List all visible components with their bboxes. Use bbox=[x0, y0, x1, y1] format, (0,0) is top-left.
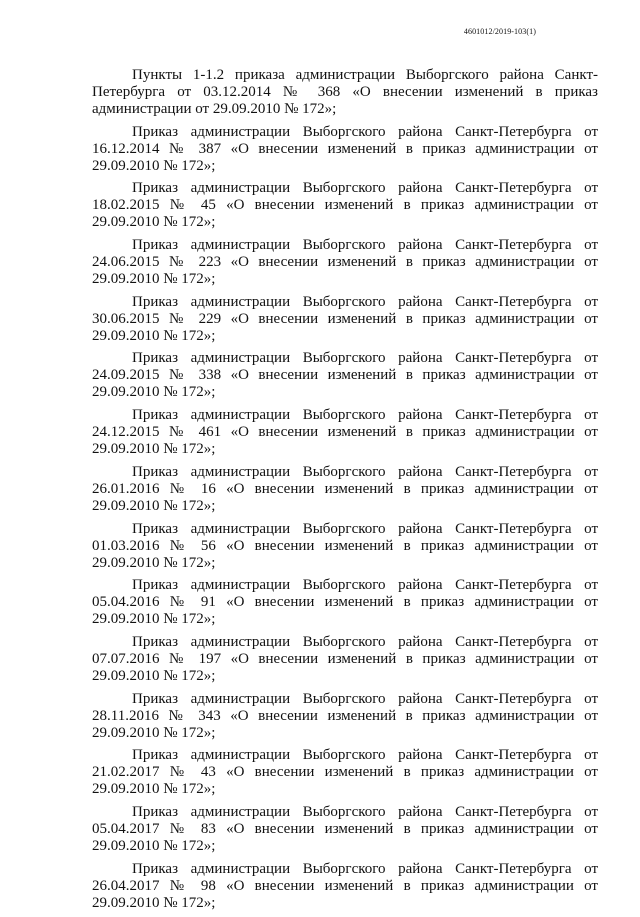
paragraph: Приказ администрации Выборгского района Санкт-Петербурга от 16.12.2014 № 387 «О внесении изменений в приказ администрации от 29.09.2010 № 172»; bbox=[92, 123, 598, 174]
paragraph: Приказ администрации Выборгского района Санкт-Петербурга от 05.04.2016 № 91 «О внесении изменений в приказ администрации от 29.09.2010 № 172»; bbox=[92, 577, 598, 628]
paragraph: Приказ администрации Выборгского района Санкт-Петербурга от 24.12.2015 № 461 «О внесении изменений в приказ администрации от 29.09.2010 № 172»; bbox=[92, 407, 598, 458]
paragraph: Приказ администрации Выборгского района Санкт-Петербурга от 24.09.2015 № 338 «О внесении изменений в приказ администрации от 29.09.2010 № 172»; bbox=[92, 350, 598, 401]
paragraph: Приказ администрации Выборгского района Санкт-Петербурга от 28.11.2016 № 343 «О внесении изменений в приказ администрации от 29.09.2010 № 172»; bbox=[92, 690, 598, 741]
paragraph: Приказ администрации Выборгского района Санкт-Петербурга от 26.04.2017 № 98 «О внесении изменений в приказ администрации от 29.09.2010 № 172»; bbox=[92, 860, 598, 911]
paragraph: Приказ администрации Выборгского района Санкт-Петербурга от 05.04.2017 № 83 «О внесении изменений в приказ администрации от 29.09.2010 № 172»; bbox=[92, 803, 598, 854]
paragraph: Приказ администрации Выборгского района Санкт-Петербурга от 01.03.2016 № 56 «О внесении изменений в приказ администрации от 29.09.2010 № 172»; bbox=[92, 520, 598, 571]
paragraph: Приказ администрации Выборгского района Санкт-Петербурга от 18.02.2015 № 45 «О внесении изменений в приказ администрации от 29.09.2010 № 172»; bbox=[92, 180, 598, 231]
document-code: 4601012/2019-103(1) bbox=[463, 27, 536, 36]
paragraph: Пункты 1-1.2 приказа администрации Выборгского района Санкт-Петербурга от 03.12.2014 № 368 «О внесении изменений в приказ администрации от 29.09.2010 № 172»; bbox=[92, 67, 598, 117]
paragraph: Приказ администрации Выборгского района Санкт-Петербурга от 26.01.2016 № 16 «О внесении изменений в приказ администрации от 29.09.2010 № 172»; bbox=[92, 463, 598, 514]
document-body bbox=[92, 67, 598, 917]
paragraph: Приказ администрации Выборгского района Санкт-Петербурга от 07.07.2016 № 197 «О внесении изменений в приказ администрации от 29.09.2010 № 172»; bbox=[92, 633, 598, 684]
paragraph: Приказ администрации Выборгского района Санкт-Петербурга от 30.06.2015 № 229 «О внесении изменений в приказ администрации от 29.09.2010 № 172»; bbox=[92, 293, 598, 344]
paragraph: Приказ администрации Выборгского района Санкт-Петербурга от 24.06.2015 № 223 «О внесении изменений в приказ администрации от 29.09.2010 № 172»; bbox=[92, 237, 598, 288]
paragraph: Приказ администрации Выборгского района Санкт-Петербурга от 21.02.2017 № 43 «О внесении изменений в приказ администрации от 29.09.2010 № 172»; bbox=[92, 747, 598, 798]
